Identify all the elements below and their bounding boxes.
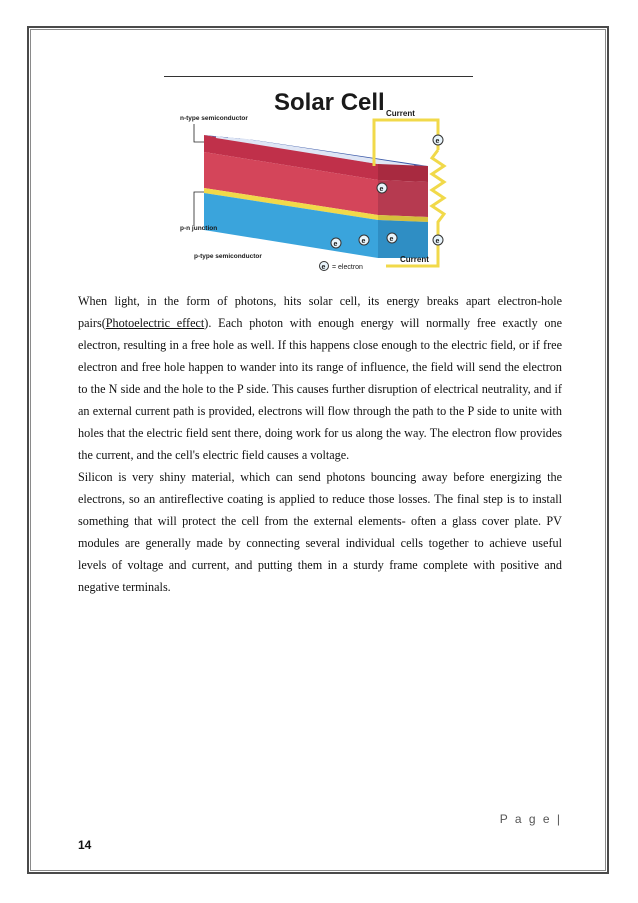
figure-title: Solar Cell [274,89,385,116]
paragraph-1 [78,290,562,466]
electron-symbol: e [333,240,338,248]
current-label-bottom: Current [400,255,429,264]
paragraph-1-start: When light, in the form of photons, hits solar cell, its energy breaks apart electron-hole pairs( [78,294,562,330]
paragraph-1-end: ). Each photon with enough energy will normally free exactly one electron, resulting in a free hole as well. If this happens close enough to the electric field, or if free electron and free hole happen to wander into its range of influence, the field will send the electron to the N side and the hole to the P side. This causes further disruption of electrical neutrality, and if an external current path is provided, electrons will flow through the path to the P side to unite with holes that the electric field sent there, doing work for us along the way. The electron flow provides the current, and the cell's electric field causes a voltage. [78,316,563,462]
body-text [78,290,562,598]
photoelectric-effect-link[interactable]: Photoelectric effect [105,316,205,330]
current-label-top: Current [386,109,415,118]
page-number: 14 [78,838,92,852]
electron-legend: = electron [332,264,363,271]
header-rule [164,76,473,77]
circuit-wire [374,120,438,166]
label-pn-junction: p-n junction [180,225,218,232]
electron-symbol: e [379,185,384,193]
electron-symbol: e [389,235,394,243]
electron-symbol: e [435,137,440,145]
page-label: P a g e | [499,812,562,826]
paragraph-2: Silicon is very shiny material, which can send photons bouncing away before energizing the electrons, so an antireflective coating is applied to reduce those losses. The final step is to install something that will protect the cell from the external elements- often a glass cover plate. PV modules are generally made by connecting several individual cells together to achieve useful levels of voltage and current, and putting them in a sturdy frame complete with positive and negative terminals. [78,470,562,594]
electron-symbol: e [361,237,366,245]
label-p-type: p-type semiconductor [194,253,262,260]
label-n-type: n-type semiconductor [180,115,248,122]
electron-symbol: e [321,263,326,271]
electron-symbol: e [435,237,440,245]
solar-cell-figure [164,80,472,280]
